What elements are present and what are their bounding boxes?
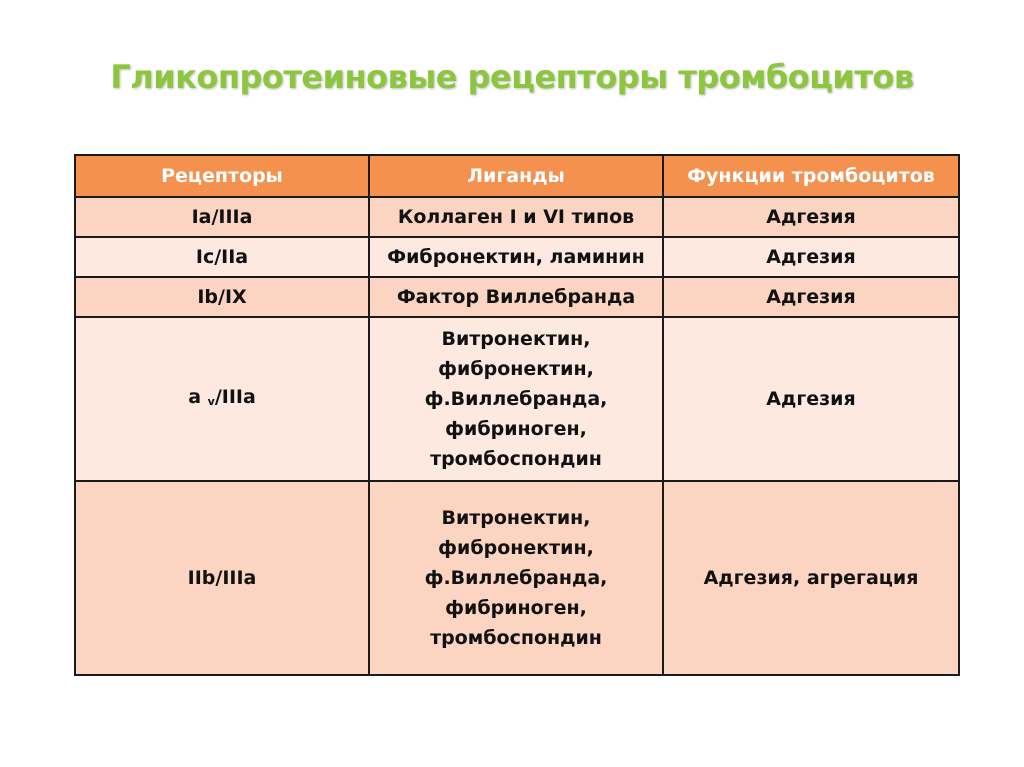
function-cell: Адгезия bbox=[663, 317, 959, 481]
ligand-line: фибриноген, bbox=[445, 597, 587, 619]
receptor-cell bbox=[75, 317, 369, 481]
ligand-line: фибронектин, bbox=[438, 537, 594, 559]
table-row bbox=[75, 481, 959, 675]
receptor-cell: Ib/IX bbox=[75, 277, 369, 317]
receptor-prefix: a bbox=[188, 385, 202, 408]
receptor-table bbox=[74, 154, 960, 676]
ligand-line: тромбоспондин bbox=[430, 627, 602, 649]
header-functions: Функции тромбоцитов bbox=[663, 155, 959, 197]
receptor-suffix: /IIIa bbox=[214, 385, 256, 408]
receptor-cell: Ia/IIIa bbox=[75, 197, 369, 237]
header-ligands: Лиганды bbox=[369, 155, 663, 197]
function-cell: Адгезия bbox=[663, 277, 959, 317]
ligands-cell: Фибронектин, ламинин bbox=[369, 237, 663, 277]
header-receptors: Рецепторы bbox=[75, 155, 369, 197]
function-cell: Адгезия bbox=[663, 197, 959, 237]
function-cell: Адгезия, агрегация bbox=[663, 481, 959, 675]
receptor-cell: IIb/IIIa bbox=[75, 481, 369, 675]
ligand-line: ф.Виллебранда, bbox=[424, 388, 608, 410]
receptor-cell: Ic/IIa bbox=[75, 237, 369, 277]
ligand-line: Витронектин, bbox=[441, 507, 591, 529]
ligand-line: тромбоспондин bbox=[430, 448, 602, 470]
table-row bbox=[75, 237, 959, 277]
function-cell: Адгезия bbox=[663, 237, 959, 277]
receptor-subscript: v bbox=[207, 394, 215, 408]
ligand-line: Витронектин, bbox=[441, 328, 591, 350]
table-row bbox=[75, 277, 959, 317]
ligand-line: фибронектин, bbox=[438, 358, 594, 380]
ligand-line: ф.Виллебранда, bbox=[424, 567, 608, 589]
ligands-cell bbox=[369, 317, 663, 481]
ligand-line: фибриноген, bbox=[445, 418, 587, 440]
ligands-cell: Фактор Виллебранда bbox=[369, 277, 663, 317]
table-header-row bbox=[75, 155, 959, 197]
ligands-cell: Коллаген I и VI типов bbox=[369, 197, 663, 237]
slide-title: Гликопротеиновые рецепторы тромбоцитов bbox=[110, 58, 914, 96]
ligands-cell bbox=[369, 481, 663, 675]
table-row bbox=[75, 197, 959, 237]
table-row bbox=[75, 317, 959, 481]
